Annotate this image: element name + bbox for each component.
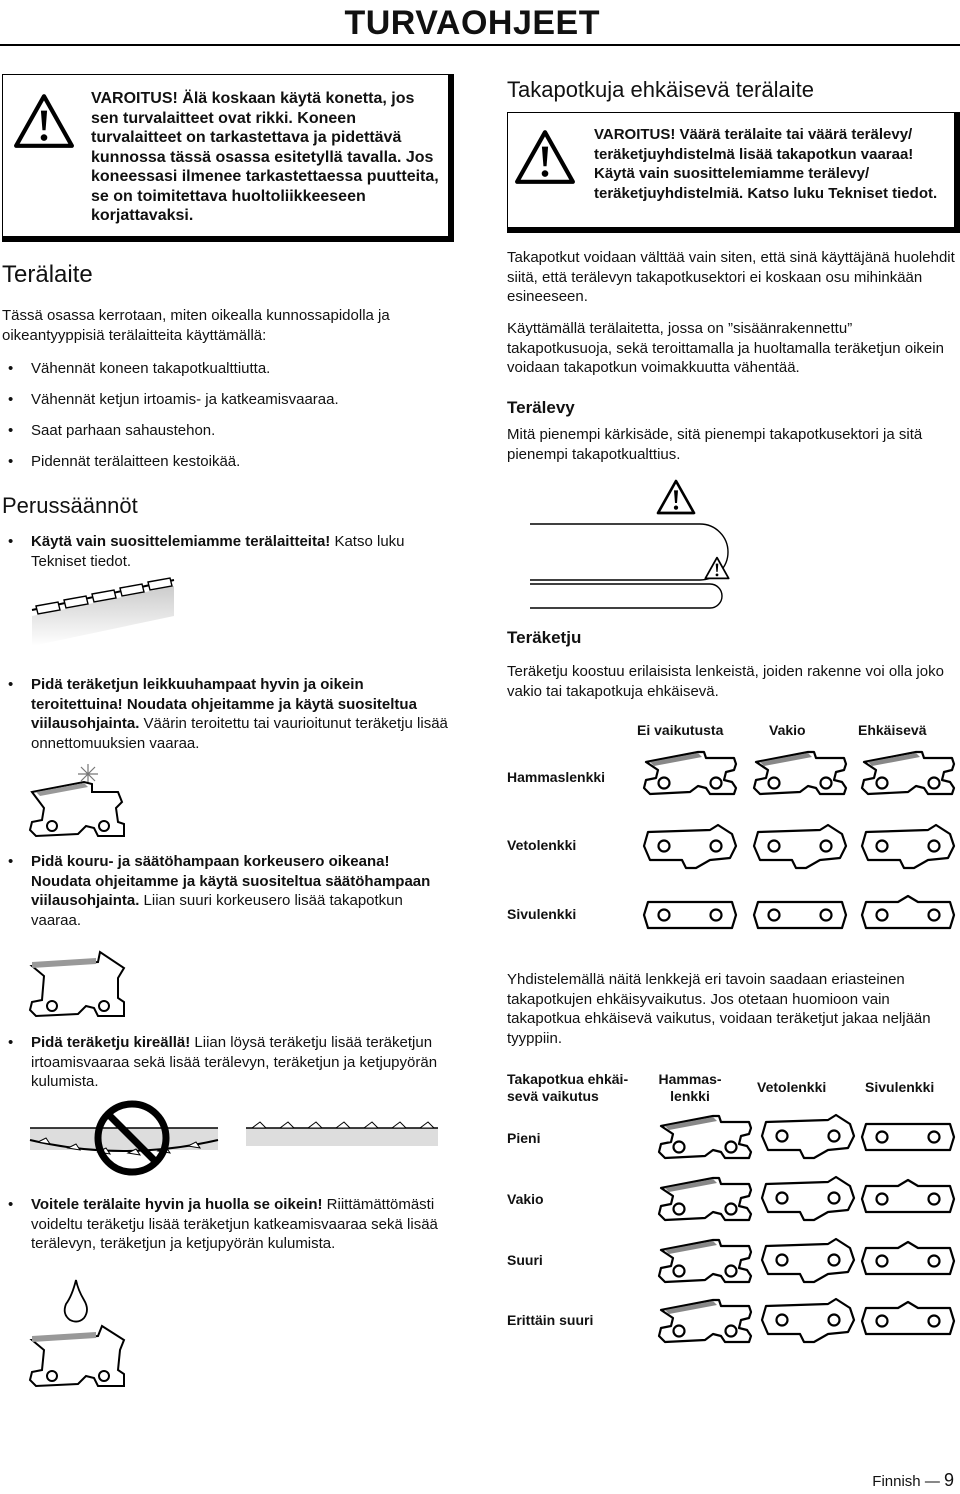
chain-on-bar-illustration bbox=[28, 576, 178, 648]
rule-item: • Pidä teräketju kireällä! Liian löysä teräketju lisää teräketjun irtoamisvaaraa sekä lisää terälevyn, teräketjun ja ketjupyörän kulumista. bbox=[8, 1034, 438, 1090]
table1-link-icon bbox=[750, 748, 850, 798]
table2-row-label: Pieni bbox=[507, 1130, 541, 1146]
guide-bar-tips-illustration bbox=[530, 474, 760, 624]
page-footer bbox=[872, 1470, 954, 1491]
table2-link-icon bbox=[858, 1174, 958, 1224]
table1-col-header: Vakio bbox=[769, 722, 806, 738]
table2-link-icon bbox=[858, 1296, 958, 1346]
warning-triangle-icon bbox=[13, 93, 75, 149]
table2-link-icon bbox=[858, 1236, 958, 1286]
table2-link-icon bbox=[655, 1112, 755, 1162]
table1-link-icon bbox=[858, 890, 958, 940]
table2-link-icon bbox=[758, 1174, 858, 1224]
table1-link-icon bbox=[640, 822, 740, 872]
table1-link-icon bbox=[640, 890, 740, 940]
left-warning-text: VAROITUS! Älä koskaan käytä konetta, jos sen turvalaitteet ovat rikki. Koneen turvalaitteet on tarkastettava ja pidettävä kunnossa tässä osassa esitetyllä tavalla. Jos koneessasi ilmenee tarkastettaessa puutteita, se on toimitettava huoltoliikkeeseen korjattavaksi. bbox=[91, 90, 439, 224]
table2-col-header: Hammas-lenkki bbox=[658, 1071, 722, 1104]
table1-link-icon bbox=[750, 822, 850, 872]
left-warning-box bbox=[2, 74, 454, 242]
table1-link-icon bbox=[858, 748, 958, 798]
combination-paragraph: Yhdistelemällä näitä lenkkejä eri tavoin saadaan eriasteinen takapotkujen ehkäisyvaikutus. Jos otetaan huomioon vain takapotkua ehkäisevä vaikutus, voidaan teräketjut jakaa neljään tyyppiin. bbox=[507, 971, 931, 1047]
header-rule bbox=[0, 44, 960, 46]
bullet-item: • Saat parhaan sahaustehon. bbox=[8, 422, 216, 439]
table2-link-icon bbox=[758, 1296, 858, 1346]
warning-triangle-icon bbox=[514, 129, 576, 185]
section-heading-teralaite: Terälaite bbox=[2, 261, 93, 288]
table2-link-icon bbox=[655, 1296, 755, 1346]
section-heading-takapotkuja: Takapotkuja ehkäisevä terälaite bbox=[507, 77, 814, 102]
page-number: 9 bbox=[943, 1470, 954, 1490]
table1-link-icon bbox=[640, 748, 740, 798]
page-title: TURVAOHJEET bbox=[344, 4, 600, 42]
table1-link-icon bbox=[750, 890, 850, 940]
table2-link-icon bbox=[655, 1236, 755, 1286]
table1-row-label: Vetolenkki bbox=[507, 837, 577, 853]
kickback-paragraph-2: Käyttämällä terälaitetta, jossa on ”sisäänrakennettu” takapotkusuoja, sekä teroittamalla ja huoltamalla teräketjun oikein voidaan takapotkun voimakkuutta vähentää. bbox=[507, 320, 944, 376]
table2-link-icon bbox=[858, 1112, 958, 1162]
table2-row-label: Erittäin suuri bbox=[507, 1312, 594, 1328]
loose-chain-prohibited-illustration bbox=[28, 1098, 220, 1178]
table2-col-header: Sivulenkki bbox=[865, 1079, 935, 1095]
chain-paragraph: Teräketju koostuu erilaisista lenkeistä, joiden rakenne voi olla joko vakio tai takapotkuja ehkäisevä. bbox=[507, 663, 944, 700]
intro-paragraph: Tässä osassa kerrotaan, miten oikealla kunnossapidolla ja oikeantyyppisiä terälaitteita käyttämällä: bbox=[2, 307, 390, 344]
bullet-item: • Vähennät ketjun irtoamis- ja katkeamisvaaraa. bbox=[8, 391, 339, 408]
lubrication-illustration bbox=[28, 1278, 128, 1390]
depth-gauge-illustration bbox=[28, 948, 128, 1020]
table2-link-icon bbox=[758, 1236, 858, 1286]
footer-dash: — bbox=[924, 1473, 940, 1490]
table2-link-icon bbox=[655, 1174, 755, 1224]
table2-col-header: Vetolenkki bbox=[757, 1079, 827, 1095]
correct-chain-tension-illustration bbox=[244, 1118, 440, 1150]
rule-item: • Käytä vain suosittelemiamme terälaitteita! Katso luku Tekniset tiedot. bbox=[8, 533, 405, 570]
table1-col-header: Ehkäisevä bbox=[858, 722, 927, 738]
table1-row-label: Sivulenkki bbox=[507, 906, 577, 922]
table2-corner-header: Takapotkua ehkäi-sevä vaikutus bbox=[507, 1071, 629, 1104]
table1-row-label: Hammaslenkki bbox=[507, 769, 606, 785]
rule-item: • Pidä teräketjun leikkuuhampaat hyvin ja oikein teroitettuina! Noudata ohjeitamme ja käytä suositeltua viilausohjainta. Väärin teroitettu tai vaurioitunut teräketju lisää onnettomuuksien vaaraa. bbox=[8, 676, 448, 752]
cutter-link-illustration bbox=[28, 762, 128, 840]
table1-link-icon bbox=[858, 822, 958, 872]
table2-link-icon bbox=[758, 1112, 858, 1162]
right-warning-box bbox=[507, 112, 960, 233]
subheading-teralevy: Terälevy bbox=[507, 398, 575, 417]
footer-language: Finnish bbox=[872, 1473, 921, 1490]
table2-row-label: Vakio bbox=[507, 1191, 544, 1207]
section-heading-perussaannot: Perussäännöt bbox=[2, 493, 138, 518]
table1-col-header: Ei vaikutusta bbox=[637, 722, 724, 738]
guide-bar-paragraph: Mitä pienempi kärkisäde, sitä pienempi takapotkusektori ja sitä pienempi takapotkualttius. bbox=[507, 426, 923, 463]
bullet-item: • Vähennät koneen takapotkualttiutta. bbox=[8, 360, 271, 377]
subheading-teraketju: Teräketju bbox=[507, 628, 582, 647]
table2-row-label: Suuri bbox=[507, 1252, 543, 1268]
rule-item: • Voitele terälaite hyvin ja huolla se oikein! Riittämättömästi voideltu teräketju lisää teräketjun katkeamisvaaraa sekä lisää terälevyn, teräketjun ja ketjupyörän kulumista. bbox=[8, 1196, 438, 1252]
bullet-item: • Pidennät terälaitteen kestoikää. bbox=[8, 453, 241, 470]
right-warning-text: VAROITUS! Väärä terälaite tai väärä terälevy/ teräketjuyhdistelmä lisää takapotkun vaaraa! Käytä vain suosittelemiamme terälevy/ teräketjuyhdistelmiä. Katso luku Tekniset tiedot. bbox=[594, 126, 938, 202]
rule-item: • Pidä kouru- ja säätöhampaan korkeusero oikeana! Noudata ohjeitamme ja käytä suositeltua säätöhampaan viilausohjainta. Liian suuri korkeusero lisää takapotkun vaaraa. bbox=[8, 853, 431, 929]
kickback-paragraph-1: Takapotkut voidaan välttää vain siten, että sinä käyttäjänä huolehdit siitä, että terälevyn takapotkusektori ei koskaan osu mihinkään esineeseen. bbox=[507, 249, 955, 305]
